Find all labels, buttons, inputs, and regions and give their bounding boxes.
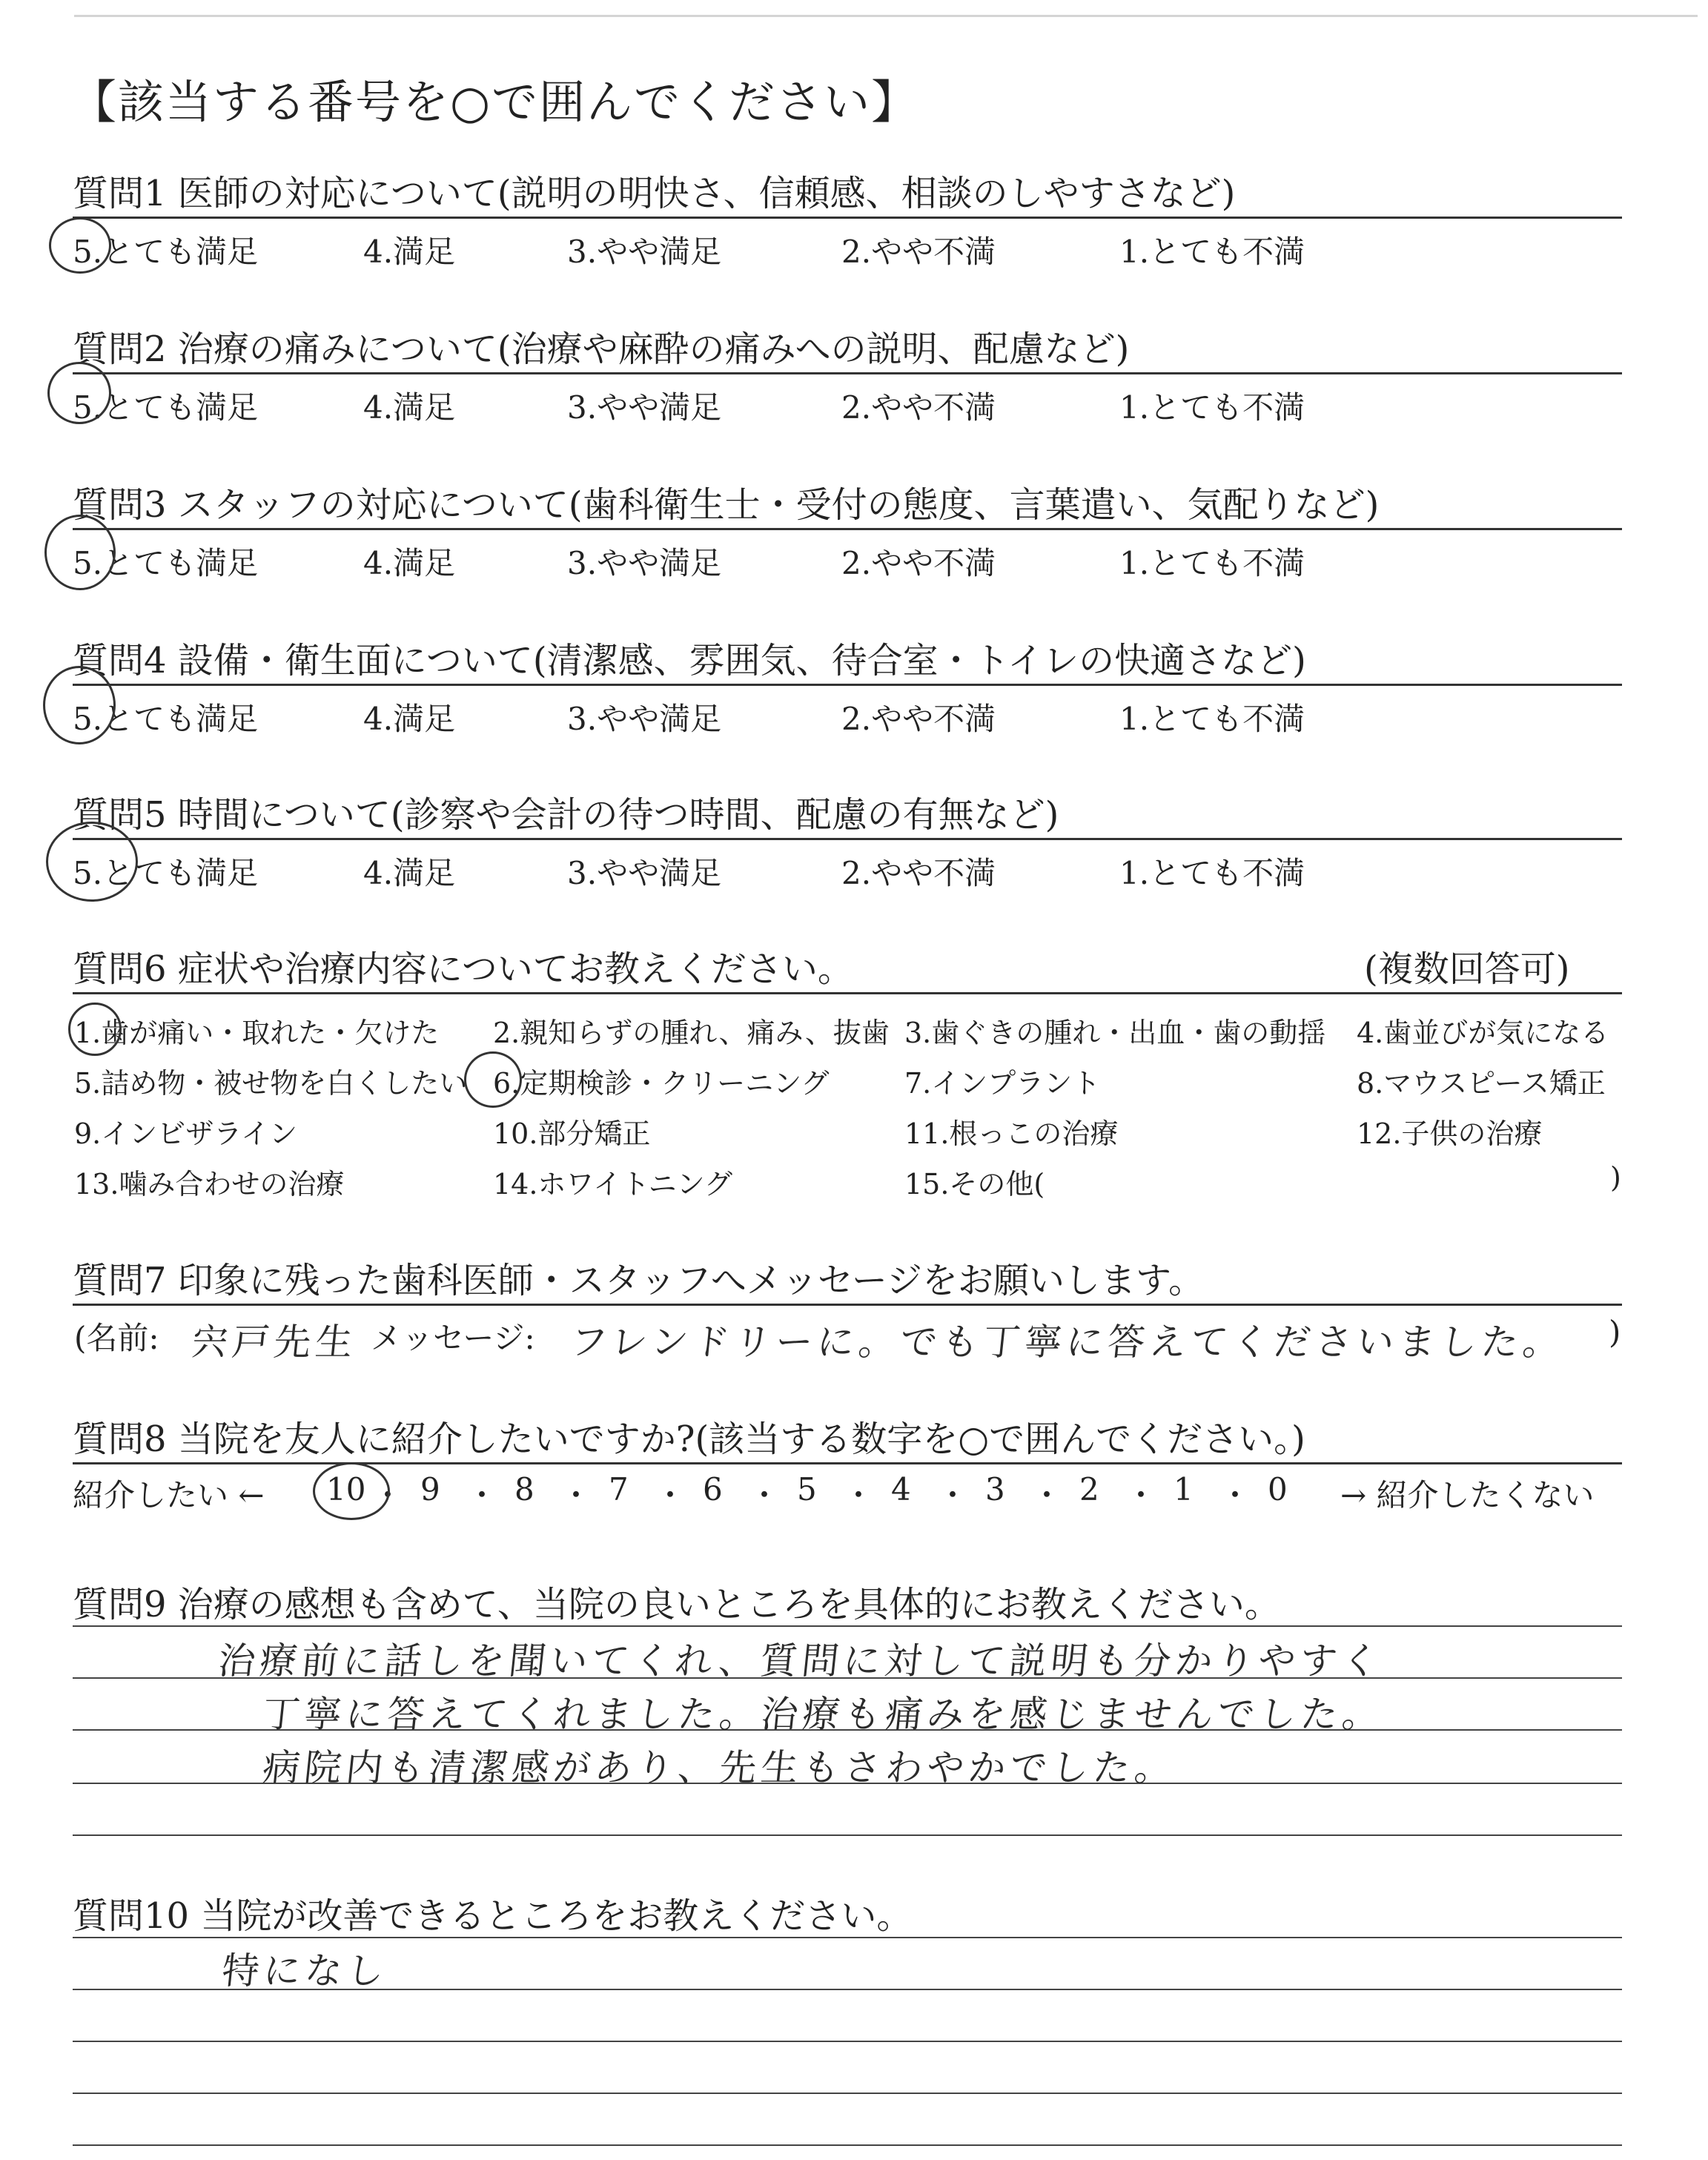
q8-scale-separator: ・ — [843, 1477, 875, 1513]
q1-option-1[interactable]: 1.とても不満 — [1119, 234, 1305, 270]
q6-option-3[interactable]: 3.歯ぐきの腫れ・出血・歯の動揺 — [904, 1017, 1326, 1049]
question-8-title: 質問8 当院を友人に紹介したいですか?(該当する数字を○で囲んでください。) — [73, 1418, 1305, 1460]
q8-scale-separator: ・ — [937, 1477, 969, 1513]
q5-option-4[interactable]: 4.満足 — [363, 855, 456, 891]
q1-selection-circle — [49, 217, 111, 274]
question-6-note: (複数回答可) — [1364, 948, 1570, 990]
question-6-title: 質問6 症状や治療内容についてお教えください。 — [73, 948, 853, 990]
question-5-title: 質問5 時間について(診察や会計の待つ時間、配慮の有無など) — [73, 794, 1059, 836]
q4-option-5[interactable]: 5.とても満足 — [73, 701, 259, 737]
q8-scale-value[interactable]: 4 — [891, 1471, 911, 1507]
q3-option-5[interactable]: 5.とても満足 — [73, 545, 259, 581]
question-2-rule — [73, 372, 1622, 374]
q4-option-2[interactable]: 2.やや不満 — [841, 701, 996, 737]
q6-option-2[interactable]: 2.親知らずの腫れ、痛み、抜歯 — [493, 1017, 890, 1049]
q6-option-15[interactable]: 15.その他( — [904, 1168, 1045, 1200]
q2-option-2[interactable]: 2.やや不満 — [841, 389, 996, 426]
q8-scale-separator: ・ — [372, 1477, 404, 1513]
q8-scale-separator: ・ — [560, 1477, 592, 1513]
q5-option-1[interactable]: 1.とても不満 — [1119, 855, 1305, 891]
q6-option-9[interactable]: 9.インビザライン — [74, 1117, 298, 1150]
q1-option-3[interactable]: 3.やや満足 — [567, 234, 722, 270]
q4-selection-circle — [43, 666, 116, 744]
q2-option-3[interactable]: 3.やや満足 — [567, 389, 722, 426]
q2-option-1[interactable]: 1.とても不満 — [1119, 389, 1305, 426]
q6-option-14[interactable]: 14.ホワイトニング — [493, 1168, 733, 1200]
q6-option-11[interactable]: 11.根っこの治療 — [904, 1117, 1119, 1150]
q6-option-10[interactable]: 10.部分矯正 — [493, 1117, 651, 1150]
q6-option-13[interactable]: 13.噛み合わせの治療 — [74, 1168, 345, 1200]
q7-message-label: メッセージ: — [371, 1320, 535, 1356]
q5-selection-circle — [46, 822, 138, 902]
q1-option-2[interactable]: 2.やや不満 — [841, 234, 996, 270]
q3-option-4[interactable]: 4.満足 — [363, 545, 456, 581]
question-3-rule — [73, 528, 1622, 530]
q3-option-1[interactable]: 1.とても不満 — [1119, 545, 1305, 581]
q8-scale-value[interactable]: 2 — [1079, 1471, 1099, 1507]
q2-option-4[interactable]: 4.満足 — [363, 389, 456, 426]
q4-option-1[interactable]: 1.とても不満 — [1119, 701, 1305, 737]
q6-option-12[interactable]: 12.子供の治療 — [1357, 1117, 1543, 1150]
q10-line-3 — [73, 2041, 1622, 2042]
q6-option-6[interactable]: 6.定期検診・クリーニング — [493, 1067, 830, 1100]
q5-option-3[interactable]: 3.やや満足 — [567, 855, 722, 891]
question-9-title: 質問9 治療の感想も含めて、当院の良いところを具体的にお教えください。 — [73, 1584, 1280, 1625]
q8-scale-value[interactable]: 5 — [797, 1471, 817, 1507]
q5-option-5[interactable]: 5.とても満足 — [73, 855, 259, 891]
q2-option-5[interactable]: 5.とても満足 — [73, 389, 259, 426]
q7-name-label: (名前: — [74, 1320, 159, 1356]
question-4-title: 質問4 設備・衛生面について(清潔感、雰囲気、待合室・トイレの快適さなど) — [73, 640, 1306, 681]
q8-scale-separator: ・ — [1219, 1477, 1251, 1513]
q3-option-2[interactable]: 2.やや不満 — [841, 545, 996, 581]
q6-option-7[interactable]: 7.インプラント — [904, 1067, 1101, 1100]
question-1-title: 質問1 医師の対応について(説明の明快さ、信頼感、相談のしやすさなど) — [73, 173, 1236, 214]
q6-option-15-close: ) — [1610, 1161, 1621, 1194]
question-4-rule — [73, 684, 1622, 686]
q9-answer-line-3[interactable]: 病院内も清潔感があり、先生もさわやかでした。 — [260, 1746, 1179, 1789]
q9-answer-line-1[interactable]: 治療前に話しを聞いてくれ、質問に対して説明も分かりやすく — [216, 1639, 1386, 1682]
q8-scale-value[interactable]: 10 — [326, 1471, 366, 1507]
q6-option-8[interactable]: 8.マウスピース矯正 — [1357, 1067, 1606, 1100]
q8-scale-value[interactable]: 3 — [985, 1471, 1005, 1507]
q8-scale-value[interactable]: 1 — [1174, 1471, 1194, 1507]
q7-message-value[interactable]: フレンドリーに。でも丁寧に答えてくださいました。 — [568, 1321, 1567, 1364]
q6-option-1[interactable]: 1.歯が痛い・取れた・欠けた — [74, 1017, 440, 1049]
question-5-rule — [73, 838, 1622, 840]
q10-line-5 — [73, 2144, 1622, 2146]
q3-selection-circle — [44, 515, 116, 590]
question-6-rule — [73, 992, 1622, 994]
q4-option-4[interactable]: 4.満足 — [363, 701, 456, 737]
top-border — [74, 15, 1698, 17]
q6-option-5[interactable]: 5.詰め物・被せ物を白くしたい — [74, 1067, 468, 1100]
q8-scale-separator: ・ — [655, 1477, 686, 1513]
q8-scale-value[interactable]: 8 — [514, 1471, 534, 1507]
q8-scale-separator: ・ — [1031, 1477, 1063, 1513]
q9-line-1 — [73, 1625, 1622, 1627]
q8-scale-value[interactable]: 0 — [1268, 1471, 1288, 1507]
q6-selection-circle-6 — [464, 1051, 522, 1108]
q8-scale-separator: ・ — [1125, 1477, 1157, 1513]
q8-scale-value[interactable]: 9 — [420, 1471, 440, 1507]
q5-option-2[interactable]: 2.やや不満 — [841, 855, 996, 891]
q7-name-value[interactable]: 宍戸先生 — [188, 1321, 360, 1364]
q7-close-paren: ) — [1609, 1314, 1621, 1350]
q6-selection-circle-1 — [68, 1003, 122, 1056]
q9-answer-line-2[interactable]: 丁寧に答えてくれました。治療も痛みを感じませんでした。 — [260, 1693, 1386, 1736]
q8-scale-separator: ・ — [466, 1477, 498, 1513]
q8-selection-circle — [313, 1462, 390, 1520]
question-7-title: 質問7 印象に残った歯科医師・スタッフへメッセージをお願いします。 — [73, 1260, 1205, 1301]
q1-option-5[interactable]: 5.とても満足 — [73, 234, 259, 270]
question-7-rule — [73, 1304, 1622, 1306]
q8-scale-separator: ・ — [749, 1477, 781, 1513]
question-3-title: 質問3 スタッフの対応について(歯科衛生士・受付の態度、言葉遣い、気配りなど) — [73, 484, 1380, 526]
q8-right-label: → 紹介したくない — [1340, 1477, 1595, 1513]
q10-line-4 — [73, 2093, 1622, 2094]
q10-line-1 — [73, 1937, 1622, 1938]
question-10-title: 質問10 当院が改善できるところをお教えください。 — [73, 1895, 913, 1937]
q6-option-4[interactable]: 4.歯並びが気になる — [1357, 1017, 1609, 1049]
form-header: 【該当する番号を○で囲んでください】 — [70, 75, 919, 129]
question-1-rule — [73, 217, 1622, 219]
q10-answer-line-1[interactable]: 特になし — [219, 1949, 391, 1992]
q3-option-3[interactable]: 3.やや満足 — [567, 545, 722, 581]
q2-selection-circle — [47, 362, 111, 424]
question-8-rule — [73, 1462, 1622, 1464]
q9-line-5 — [73, 1834, 1622, 1836]
q1-option-4[interactable]: 4.満足 — [363, 234, 456, 270]
question-2-title: 質問2 治療の痛みについて(治療や麻酔の痛みへの説明、配慮など) — [73, 328, 1130, 370]
q8-scale-value[interactable]: 6 — [703, 1471, 723, 1507]
q4-option-3[interactable]: 3.やや満足 — [567, 701, 722, 737]
q8-scale-value[interactable]: 7 — [609, 1471, 629, 1507]
q8-left-label: 紹介したい ← — [73, 1477, 265, 1513]
